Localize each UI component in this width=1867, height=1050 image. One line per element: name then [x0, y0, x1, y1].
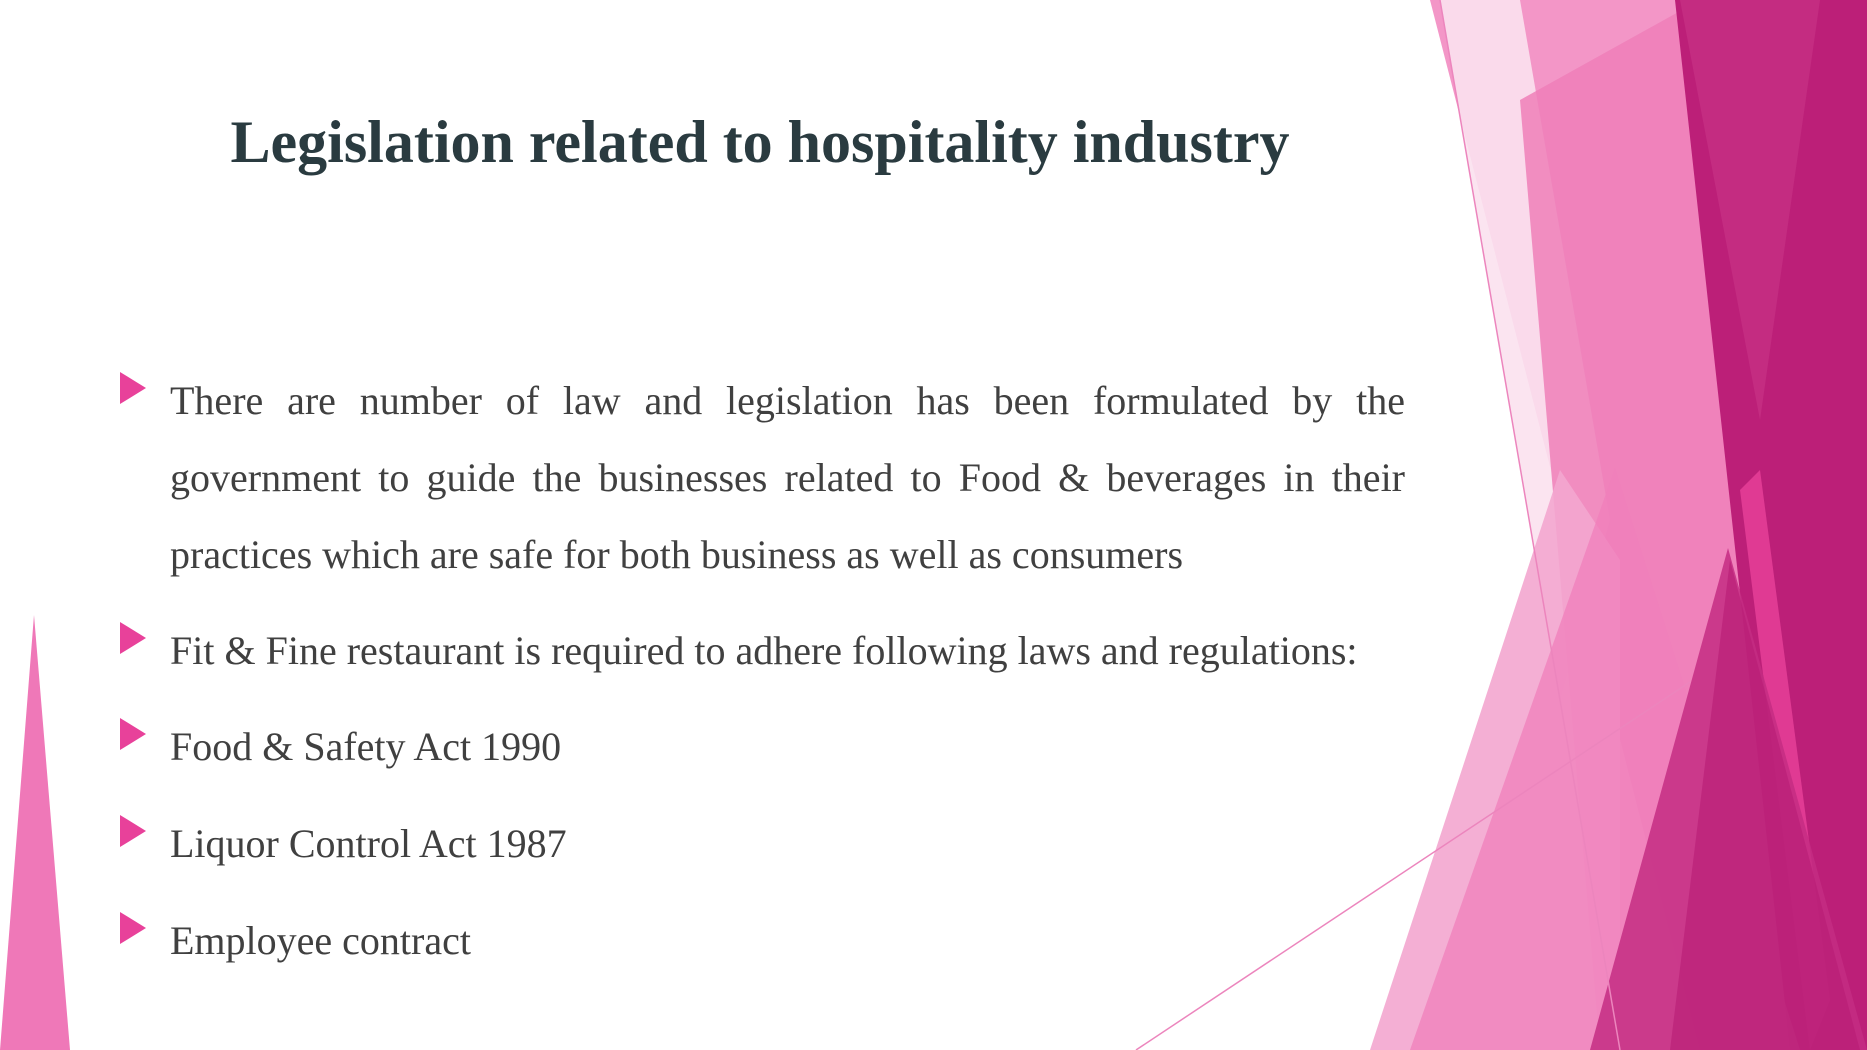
- play-triangle-icon: [120, 815, 146, 847]
- bullet-text: Employee contract: [170, 918, 471, 963]
- bullet-list: [120, 362, 1405, 999]
- bullet-item: [120, 708, 1405, 785]
- slide-title: Legislation related to hospitality industry: [230, 109, 1290, 175]
- bullet-text: Liquor Control Act 1987: [170, 821, 567, 866]
- play-triangle-icon: [120, 622, 146, 654]
- play-triangle-icon: [120, 912, 146, 944]
- bullet-item: [120, 902, 1405, 979]
- play-triangle-icon: [120, 372, 146, 404]
- bullet-text: Fit & Fine restaurant is required to adhere following laws and regulations:: [170, 628, 1358, 673]
- bullet-text: There are number of law and legislation has been formulated by the government to guide the businesses related to Food & beverages in their practices which are safe for both business as well as consumers: [170, 378, 1405, 577]
- bullet-text: Food & Safety Act 1990: [170, 724, 562, 769]
- bullet-item: [120, 612, 1405, 689]
- triangle-left: [0, 615, 70, 1050]
- play-triangle-icon: [120, 718, 146, 750]
- bullet-item: [120, 805, 1405, 882]
- bullet-item: [120, 362, 1405, 593]
